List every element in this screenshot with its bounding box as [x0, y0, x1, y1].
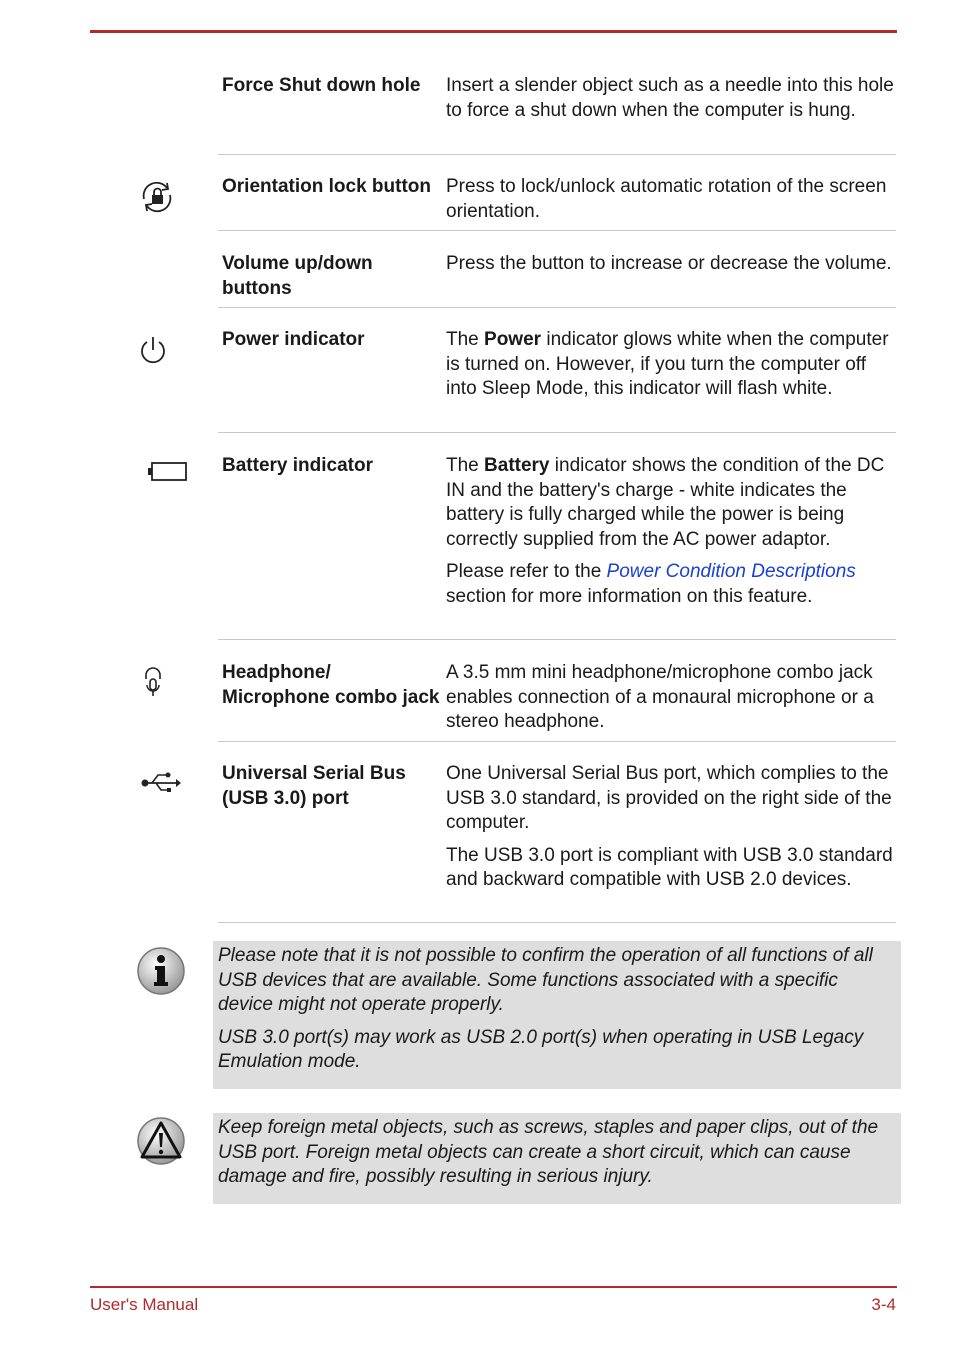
warning-note — [213, 1113, 901, 1204]
row-divider — [218, 154, 896, 155]
battery-icon — [147, 461, 189, 491]
description-text: The Power indicator glows white when the computer is turned on. However, if you turn the computer off into Sleep Mode, this indicator will flash white. — [446, 329, 889, 399]
info-note-text: USB 3.0 port(s) may work as USB 2.0 port(s) when operating in USB Legacy Emulation mode. — [218, 1026, 864, 1072]
warning-icon — [135, 1115, 187, 1175]
term-label: Battery indicator — [222, 455, 373, 476]
term-label: Universal Serial Bus (USB 3.0) port — [222, 763, 406, 809]
power-condition-link[interactable]: Power Condition Descriptions — [606, 561, 856, 582]
row-divider — [218, 230, 896, 231]
row-divider — [218, 307, 896, 308]
row-divider — [218, 922, 896, 923]
warning-note-text: Keep foreign metal objects, such as screws, staples and paper clips, out of the USB port. Foreign metal objects can create a short circuit, which can cause damage and fire, possibly resulting in serious injury. — [218, 1117, 879, 1187]
info-note — [213, 941, 901, 1089]
description-text: The USB 3.0 port is compliant with USB 3.0 standard and backward compatible with USB 2.0 devices. — [446, 844, 893, 890]
description-text: Insert a slender object such as a needle into this hole to force a shut down when the computer is hung. — [446, 75, 894, 121]
description — [446, 762, 896, 893]
page-number: 3-4 — [871, 1295, 896, 1314]
power-icon — [138, 334, 168, 374]
description-text: A 3.5 mm mini headphone/microphone combo jack enables connection of a monaural microphone or a stereo headphone. — [446, 662, 874, 732]
description — [446, 454, 896, 609]
description — [446, 252, 896, 277]
description-text: Press to lock/unlock automatic rotation of the screen orientation. — [446, 176, 887, 222]
row-divider — [218, 741, 896, 742]
usb-icon — [140, 770, 182, 802]
header-rule — [90, 30, 897, 33]
info-note-text: Please note that it is not possible to confirm the operation of all functions of all USB devices that are available. Some functions associated with a specific device might not operate properly. — [218, 945, 873, 1015]
description-text: Press the button to increase or decrease the volume. — [446, 253, 892, 274]
footer-title: User's Manual — [90, 1295, 199, 1314]
description — [446, 328, 896, 402]
row-divider — [218, 432, 896, 433]
description — [446, 74, 896, 123]
term-label: Force Shut down hole — [222, 75, 421, 96]
headphone-mic-icon — [142, 665, 164, 707]
term-label: Power indicator — [222, 329, 365, 350]
description — [446, 661, 896, 735]
term-label: Orientation lock button — [222, 176, 431, 197]
info-icon — [135, 945, 187, 1005]
term-label: Volume up/down buttons — [222, 253, 373, 299]
description-text: Please refer to the Power Condition Descriptions section for more information on this feature. — [446, 561, 856, 607]
footer-rule — [90, 1286, 897, 1288]
orientation-lock-icon — [138, 179, 176, 221]
description-text: The Battery indicator shows the condition of the DC IN and the battery's charge - white indicates the battery is fully charged while the power is being correctly supplied from the AC power adaptor. — [446, 455, 885, 550]
term-label: Headphone/ Microphone combo jack — [222, 662, 440, 708]
description — [446, 175, 896, 224]
description-text: One Universal Serial Bus port, which complies to the USB 3.0 standard, is provided on the right side of the computer. — [446, 763, 892, 833]
row-divider — [218, 639, 896, 640]
